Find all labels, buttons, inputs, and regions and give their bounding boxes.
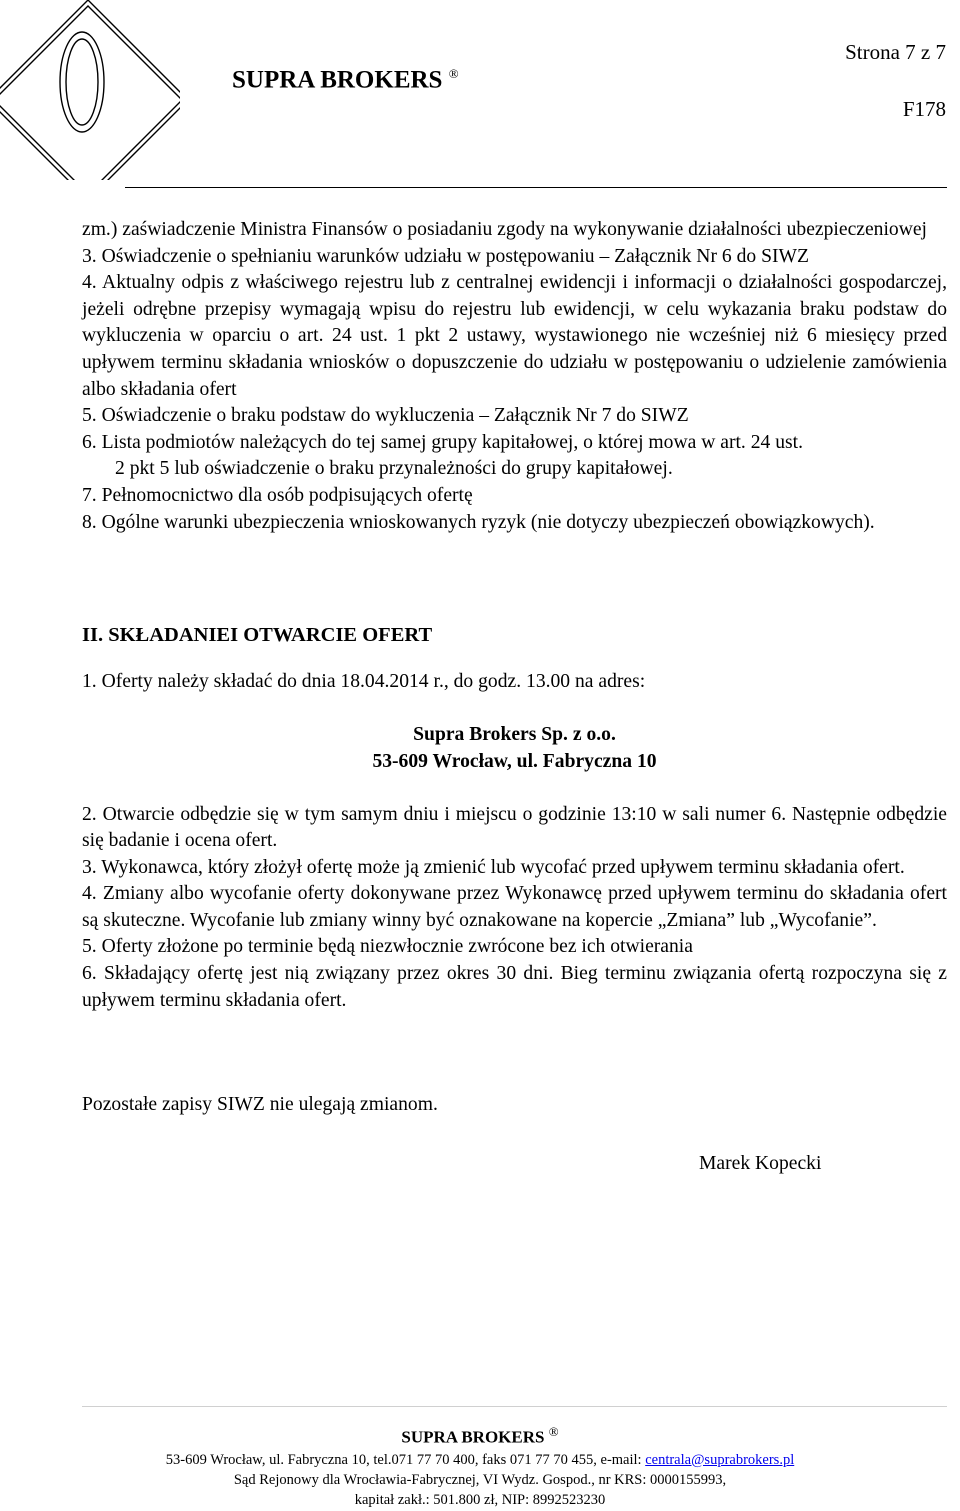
- footer-registry-line: Sąd Rejonowy dla Wrocławia-Fabrycznej, VI Wydz. Gospod., nr KRS: 0000155993,: [233, 1471, 727, 1488]
- closing-note: Pozostałe zapisy SIWZ nie ulegają zmianom.: [82, 1094, 438, 1116]
- list-item: 2. Otwarcie odbędzie się w tym samym dniu i miejscu o godzinie 13:10 w sali numer 6. Następnie odbędzie się badanie i ocena ofert.: [82, 803, 947, 852]
- section-heading: II. SKŁADANIEI OTWARCIE OFERT: [82, 624, 433, 647]
- company-logo-icon: [0, 0, 180, 180]
- document-body: [82, 217, 947, 1177]
- address-line-company: Supra Brokers Sp. z o.o.: [413, 724, 616, 746]
- list-item: 7. Pełnomocnictwo dla osób podpisujących ofertę: [82, 484, 473, 506]
- address-line-street: 53-609 Wrocław, ul. Fabryczna 10: [372, 750, 657, 772]
- header-divider: [125, 187, 947, 188]
- footer-brand: SUPRA BROKERS ®: [401, 1424, 559, 1447]
- header-brand: SUPRA BROKERS ®: [232, 66, 459, 94]
- email-link[interactable]: centrala@suprabrokers.pl: [645, 1451, 795, 1468]
- list-item: 1. Oferty należy składać do dnia 18.04.2014 r., do godz. 13.00 na adres:: [82, 670, 646, 692]
- paragraph: zm.) zaświadczenie Ministra Finansów o posiadaniu zgody na wykonywanie działalności ubezpieczeniowej: [82, 219, 927, 240]
- list-item: 5. Oferty złożone po terminie będą niezwłocznie zwrócone bez ich otwierania: [82, 936, 693, 958]
- footer-divider: [82, 1406, 947, 1407]
- list-item: 3. Oświadczenie o spełnianiu warunków udziału w postępowaniu – Załącznik Nr 6 do SIWZ: [82, 245, 809, 267]
- list-item: 8. Ogólne warunki ubezpieczenia wnioskowanych ryzyk (nie dotyczy ubezpieczeń obowiązkowych).: [82, 511, 875, 533]
- list-item: 4. Zmiany albo wycofanie oferty dokonywane przez Wykonawcę przed upływem terminu do składania ofert są skuteczne. Wycofanie lub zmiany winny być oznakowane na kopercie „Zmiana” lub „Wycofanie”.: [82, 883, 947, 931]
- list-item: 6. Lista podmiotów należących do tej samej grupy kapitałowej, o której mowa w art. 24 ust.: [82, 431, 803, 453]
- list-item: 6. Składający ofertę jest nią związany przez okres 30 dni. Bieg terminu związania ofertą rozpoczyna się z upływem terminu składania ofert.: [82, 963, 947, 1011]
- footer-contact-line: 53-609 Wrocław, ul. Fabryczna 10, tel.071 77 70 400, faks 071 77 70 455, e-mail: centrala@suprabrokers.pl: [165, 1451, 795, 1468]
- document-code: F178: [902, 97, 946, 121]
- page-number: Strona 7 z 7: [845, 40, 946, 64]
- list-item: 5. Oświadczenie o braku podstaw do wykluczenia – Załącznik Nr 7 do SIWZ: [82, 405, 689, 427]
- footer-capital-line: kapitał zakł.: 501.800 zł, NIP: 8992523230: [354, 1491, 606, 1508]
- list-item-continuation: 2 pkt 5 lub oświadczenie o braku przynależności do grupy kapitałowej.: [115, 458, 673, 480]
- signature-name: Marek Kopecki: [699, 1152, 822, 1174]
- footer: [0, 1420, 960, 1510]
- list-item: 3. Wykonawca, który złożył ofertę może ją zmienić lub wycofać przed upływem terminu składania ofert.: [82, 856, 905, 878]
- list-item: 4. Aktualny odpis z właściwego rejestru lub z centralnej ewidencji i informacji o działalności gospodarczej, jeżeli odrębne przepisy wymagają wpisu do rejestru lub ewidencji, w celu wykazania braku podstaw do wykluczenia w oparciu o art. 24 ust. 1 pkt 2 ustawy, wystawionego nie wcześniej niż 6 miesięcy przed upływem terminu składania wniosków o dopuszczenie do udziału w postępowaniu o udzielenie zamówienia albo składania ofert: [82, 272, 947, 400]
